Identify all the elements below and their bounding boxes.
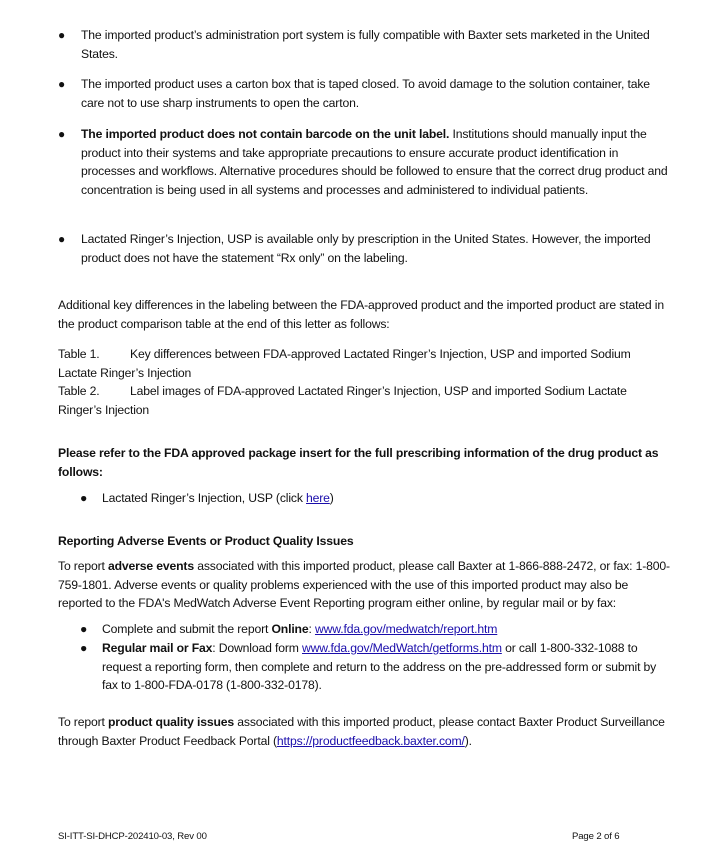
package-insert-text: Lactated Ringer’s Injection, USP (click — [102, 491, 306, 505]
online-prefix: Complete and submit the report — [102, 622, 272, 636]
refer-heading: Please refer to the FDA approved package insert for the full prescribing information of the drug product as follows: — [58, 446, 659, 479]
bullet-icon: ● — [80, 641, 88, 655]
medwatch-getforms-link[interactable]: www.fda.gov/MedWatch/getforms.htm — [302, 641, 502, 655]
additional-differences-paragraph: Additional key differences in the labeling between the FDA-approved product and the imported product are stated in the product comparison table at the end of this letter as follows: — [58, 298, 664, 331]
mail-fax-bold: Regular mail or Fax — [102, 641, 213, 655]
product-feedback-link[interactable]: https://productfeedback.baxter.com/ — [276, 733, 465, 748]
table-description: Label images of FDA-approved Lactated Ringer’s Injection, USP and imported Sodium Lactate Ringer’s Injection — [58, 384, 627, 417]
bullet-item — [58, 125, 668, 199]
table-label: Table 2. — [58, 384, 100, 398]
table-reference-1 — [58, 345, 670, 382]
bullet-text: The imported product uses a carton box that is taped closed. To avoid damage to the solution container, take care not to use sharp instruments to open the carton. — [81, 77, 650, 110]
package-insert-item — [80, 489, 670, 508]
quality-prefix: To report — [58, 715, 108, 729]
footer-doc-id: SI-ITT-SI-DHCP-202410-03, Rev 00 — [58, 831, 207, 842]
footer-page-number: Page 2 of 6 — [572, 831, 620, 842]
online-report-item — [80, 620, 670, 639]
adverse-events-paragraph — [58, 557, 670, 613]
package-insert-suffix: ) — [329, 491, 334, 505]
bullet-text: The imported product’s administration port system is fully compatible with Baxter sets marketed in the United States. — [81, 28, 650, 61]
bullet-item — [58, 230, 668, 267]
package-insert-here-link[interactable]: here — [306, 491, 330, 505]
quality-text: associated with this imported product, please contact Baxter Product Surveillance through Baxter Product Feedback Portal ( — [58, 715, 665, 748]
quality-issues-bold: product quality issues — [107, 715, 235, 729]
bullet-icon: ● — [80, 622, 88, 636]
bullet-icon: ● — [58, 77, 66, 91]
quality-suffix: ). — [464, 733, 472, 748]
adverse-events-text: associated with this imported product, please call Baxter at 1-866-888-2472, or fax: 1-800-759-1801. Adverse events or quality problems experienced with the use of this imported product may also be reported to the FDA's MedWatch Adverse Event Reporting program either online, by regular mail or by fax: — [58, 559, 670, 611]
table-description: Key differences between FDA-approved Lactated Ringer’s Injection, USP and imported Sodium Lactate Ringer’s Injection — [58, 347, 631, 380]
bullet-icon: ● — [58, 127, 66, 141]
mail-fax-item — [80, 639, 670, 695]
barcode-warning-text: Institutions should manually input the product into their systems and take appropriate precautions to ensure accurate product identification in processes and workflows. Alternative procedures should be followed to ensure that the correct drug product and concentration is being used in all systems and processes and administered to individual patients. — [81, 127, 668, 197]
adverse-events-bold: adverse events — [107, 559, 194, 573]
bullet-item — [58, 26, 668, 63]
mail-prefix: : Download form — [212, 641, 302, 655]
mail-suffix: or call 1-800-332-1088 to request a reporting form, then complete and return to the address on the pre-addressed form or submit by fax to 1-800-FDA-0178 (1-800-332-0178). — [102, 641, 657, 693]
bullet-item — [58, 75, 668, 112]
reporting-heading: Reporting Adverse Events or Product Quality Issues — [58, 534, 354, 548]
bullet-text: Lactated Ringer’s Injection, USP is available only by prescription in the United States. However, the imported product does not have the statement “Rx only” on the labeling. — [81, 232, 651, 265]
bullet-icon: ● — [58, 232, 66, 246]
table-reference-2 — [58, 382, 670, 419]
barcode-warning-bold: The imported product does not contain barcode on the unit label. — [81, 127, 450, 141]
online-sep: : — [308, 622, 315, 636]
adverse-prefix: To report — [58, 559, 108, 573]
online-bold: Online — [271, 622, 309, 636]
bullet-icon: ● — [80, 491, 88, 505]
bullet-text — [81, 125, 668, 199]
bullet-icon: ● — [58, 28, 66, 42]
quality-issues-paragraph — [58, 713, 670, 750]
medwatch-report-link[interactable]: www.fda.gov/medwatch/report.htm — [314, 622, 498, 636]
table-label: Table 1. — [58, 347, 100, 361]
